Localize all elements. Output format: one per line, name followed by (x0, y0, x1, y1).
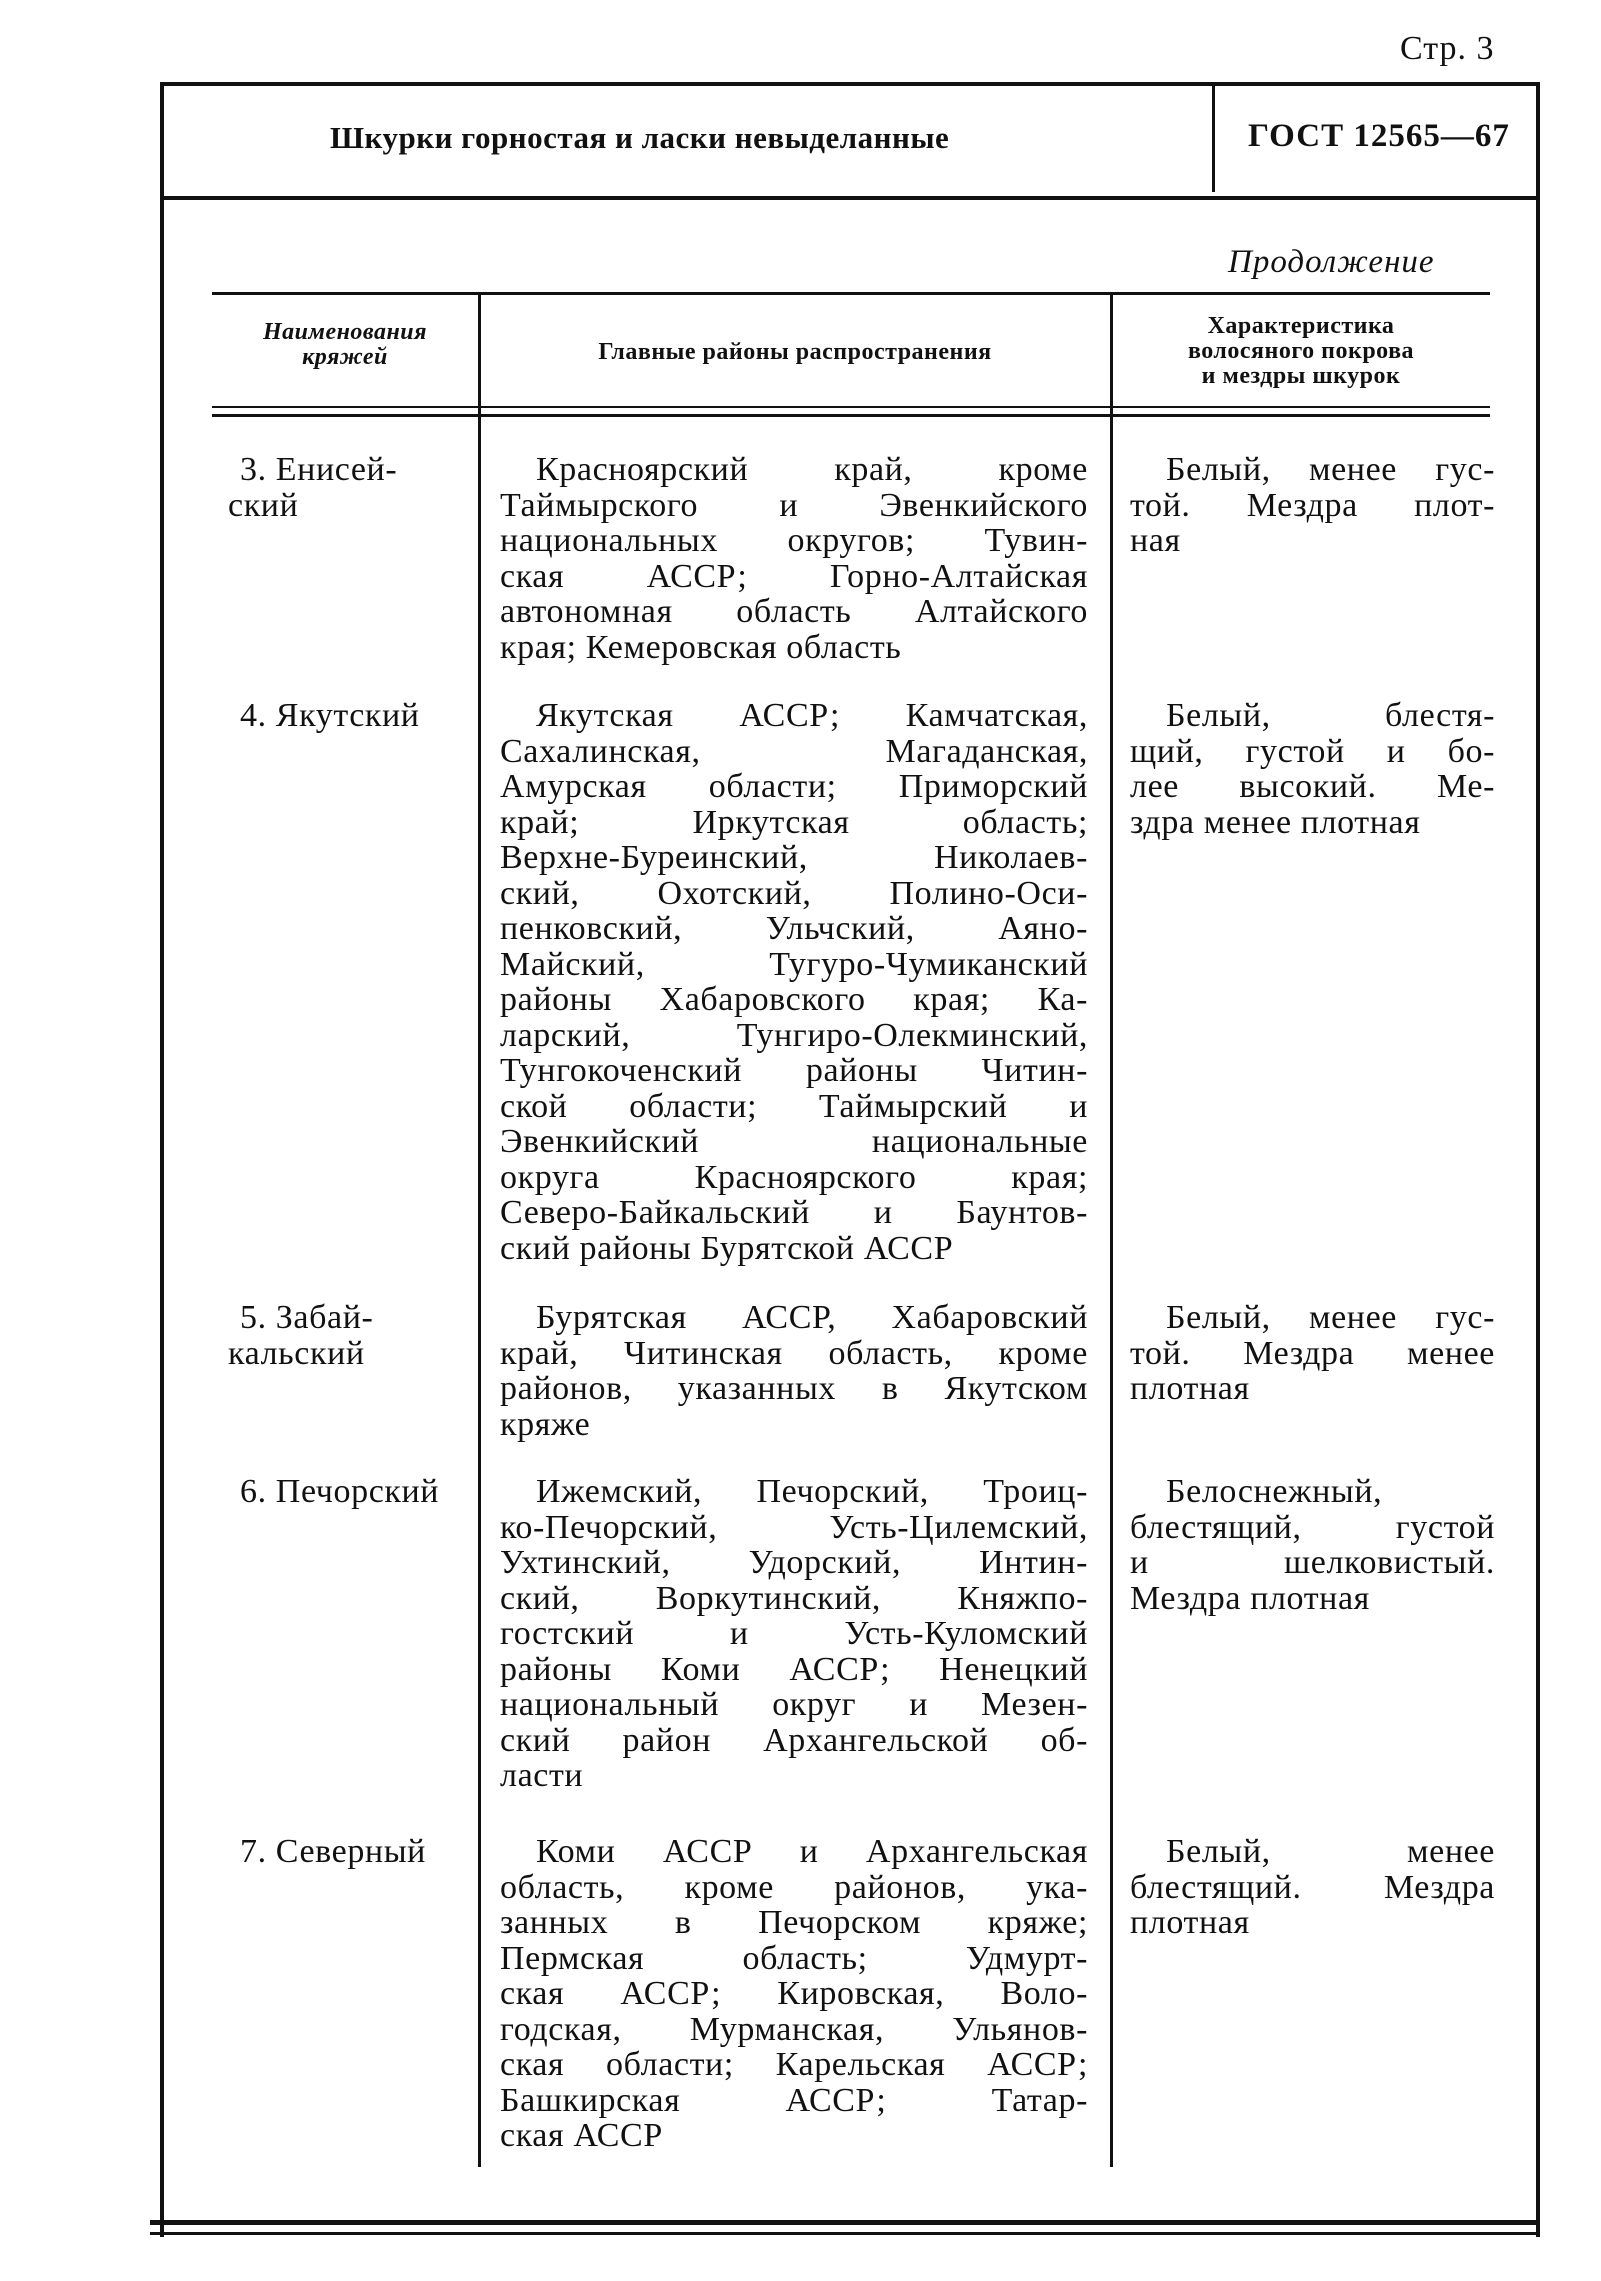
row-3-regions: Красноярский край, кроме Таймырского и Эвенкийского национальных округов; Тувин- ская АССР; Горно-Алтайская автономная область Алтайского края; Кемеровская область (500, 451, 1088, 666)
row-7-regions: Коми АССР и Архангельская область, кроме районов, ука- занных в Печорском кряже; Пермская область; Удмурт- ская АССР; Кировская, Воло- годская, Мурманская, Ульянов- ская области; Карельская АССР; Башкирская АССР; Татар- ская АССР (500, 1833, 1088, 2154)
table-top-rule (212, 292, 1490, 295)
table-header-rule (212, 406, 1490, 408)
row-5-characteristics: Белый, менее гус- той. Мездра менее плотная (1130, 1299, 1495, 1407)
row-4-name: 4. Якутский (240, 697, 420, 734)
row-7-characteristics: Белый, менее блестящий. Мездра плотная (1130, 1833, 1495, 1941)
row-5-name: 5. Забай- кальский (228, 1299, 374, 1372)
column-header-regions: Главные районы распространения (598, 339, 992, 365)
document-code: ГОСТ 12565—67 (1248, 118, 1510, 154)
row-6-regions: Ижемский, Печорский, Троиц- ко-Печорский, Усть-Цилемский, Ухтинский, Удорский, Интин- ский, Воркутинский, Княжпо- гостский и Усть-Куломский районы Коми АССР; Ненецкий национальный округ и Мезен- ский район Архангельской об- ласти (500, 1473, 1088, 1794)
row-4-regions: Якутская АССР; Камчатская, Сахалинская, Магаданская, Амурская области; Приморский край; Иркутская область; Верхне-Буреинский, Николаев- ский, Охотский, Полино-Оси- пенковский, Ульчский, Аяно- Майский, Тугуро-Чумиканский районы Хабаровского края; Ка- ларский, Тунгиро-Олекминский, Тунгокоченский районы Читин- ской области; Таймырский и Эвенкийский национальные округа Красноярского края; Северо-Байкальский и Баунтов- ский районы Бурятской АССР (500, 697, 1088, 1267)
frame-top-border (160, 82, 1540, 86)
row-3-name: 3. Енисей- ский (228, 451, 398, 524)
page-number: Стр. 3 (1400, 30, 1495, 67)
document-title: Шкурки горностая и ласки невыделанные (330, 120, 950, 155)
row-6-name: 6. Печорский (240, 1473, 440, 1510)
row-7-name: 7. Северный (240, 1833, 426, 1870)
frame-bottom-border-inner (150, 2232, 1540, 2235)
row-3-characteristics: Белый, менее гус- той. Мездра плот- ная (1130, 451, 1495, 559)
row-4-characteristics: Белый, блестя- щий, густой и бо- лее высокий. Ме- здра менее плотная (1130, 697, 1495, 841)
frame-left-border (160, 82, 164, 2237)
header-divider (1212, 82, 1215, 192)
column-header-characteristics: Характеристика волосяного покрова и мездры шкурок (1187, 313, 1415, 389)
table-header-rule-double (212, 414, 1490, 417)
column-divider-2 (1110, 295, 1113, 2167)
frame-bottom-border (150, 2220, 1540, 2225)
column-divider-1 (478, 295, 481, 2167)
column-header-name: Наименования кряжей (262, 319, 428, 370)
header-separator (160, 196, 1540, 200)
row-5-regions: Бурятская АССР, Хабаровский край, Читинская область, кроме районов, указанных в Якутском кряже (500, 1299, 1088, 1443)
row-6-characteristics: Белоснежный, блестящий, густой и шелковистый. Мездра плотная (1130, 1473, 1495, 1617)
frame-right-border (1536, 82, 1540, 2237)
continuation-label: Продолжение (1228, 244, 1435, 280)
